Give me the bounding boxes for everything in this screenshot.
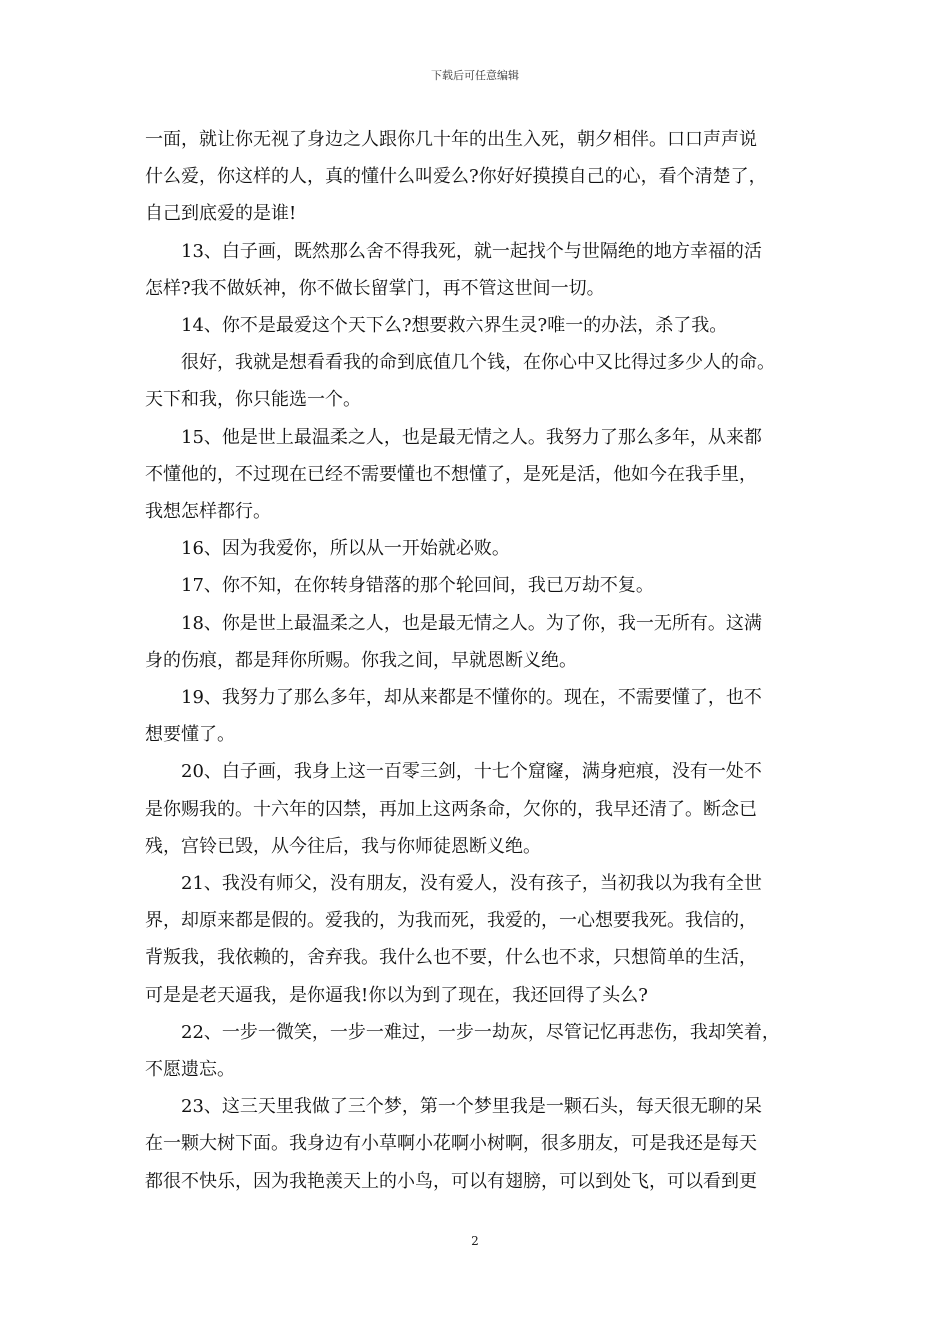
paragraph-line: 界，却原来都是假的。爱我的，为我而死，我爱的，一心想要我死。我信的， — [145, 910, 757, 932]
paragraph-line: 想要懂了。 — [145, 724, 235, 746]
paragraph-line: 22、一步一微笑，一步一难过，一步一劫灰，尽管记忆再悲伤，我却笑着， — [181, 1021, 780, 1043]
document-body — [145, 121, 821, 1200]
paragraph-line: 不懂他的，不过现在已经不需要懂也不想懂了，是死是活，他如今在我手里， — [145, 463, 757, 485]
paragraph-line: 我想怎样都行。 — [145, 501, 271, 523]
paragraph-line: 21、我没有师父，没有朋友，没有爱人，没有孩子，当初我以为我有全世 — [181, 873, 762, 895]
paragraph-line: 不愿遗忘。 — [145, 1059, 235, 1081]
page-number: 2 — [471, 1234, 479, 1248]
paragraph-line: 14、你不是最爱这个天下么?想要救六界生灵?唯一的办法，杀了我。 — [181, 315, 728, 337]
paragraph-line: 13、白子画，既然那么舍不得我死，就一起找个与世隔绝的地方幸福的活 — [181, 240, 762, 262]
paragraph-line: 背叛我，我依赖的，舍弃我。我什么也不要，什么也不求，只想简单的生活， — [145, 947, 757, 969]
paragraph-line: 什么爱，你这样的人，真的懂什么叫爱么?你好好摸摸自己的心，看个清楚了， — [145, 166, 767, 188]
paragraph-line: 身的伤痕，都是拜你所赐。你我之间，早就恩断义绝。 — [145, 649, 577, 671]
paragraph-line: 天下和我，你只能选一个。 — [145, 389, 361, 411]
paragraph-line: 一面，就让你无视了身边之人跟你几十年的出生入死，朝夕相伴。口口声声说 — [145, 129, 757, 150]
paragraph-line: 19、我努力了那么多年，却从来都是不懂你的。现在，不需要懂了，也不 — [181, 687, 762, 709]
paragraph-line: 在一颗大树下面。我身边有小草啊小花啊小树啊，很多朋友，可是我还是每天 — [145, 1133, 757, 1155]
paragraph-line: 很好，我就是想看看我的命到底值几个钱，在你心中又比得过多少人的命。 — [181, 352, 775, 374]
paragraph-line: 15、他是世上最温柔之人，也是最无情之人。我努力了那么多年，从来都 — [181, 426, 762, 448]
paragraph-line: 16、因为我爱你，所以从一开始就必败。 — [181, 538, 510, 560]
paragraph-line: 是你赐我的。十六年的囚禁，再加上这两条命，欠你的，我早还清了。断念已 — [145, 798, 757, 820]
paragraph-line: 20、白子画，我身上这一百零三剑，十七个窟窿，满身疤痕，没有一处不 — [181, 761, 762, 783]
paragraph-line: 23、这三天里我做了三个梦，第一个梦里我是一颗石头，每天很无聊的呆 — [181, 1096, 762, 1118]
page-header: 下载后可任意编辑 — [431, 69, 519, 82]
paragraph-line: 自己到底爱的是谁! — [145, 203, 297, 225]
paragraph-line: 怎样?我不做妖神，你不做长留掌门，再不管这世间一切。 — [145, 277, 605, 299]
paragraph-line: 18、你是世上最温柔之人，也是最无情之人。为了你，我一无所有。这满 — [181, 612, 762, 634]
paragraph-line: 残，宫铃已毁，从今往后，我与你师徒恩断义绝。 — [145, 835, 541, 857]
paragraph-line: 可是是老天逼我，是你逼我!你以为到了现在，我还回得了头么? — [145, 984, 648, 1006]
paragraph-line: 都很不快乐，因为我艳羡天上的小鸟，可以有翅膀，可以到处飞，可以看到更 — [145, 1170, 757, 1192]
paragraph-line: 17、你不知，在你转身错落的那个轮回间，我已万劫不复。 — [181, 575, 654, 597]
